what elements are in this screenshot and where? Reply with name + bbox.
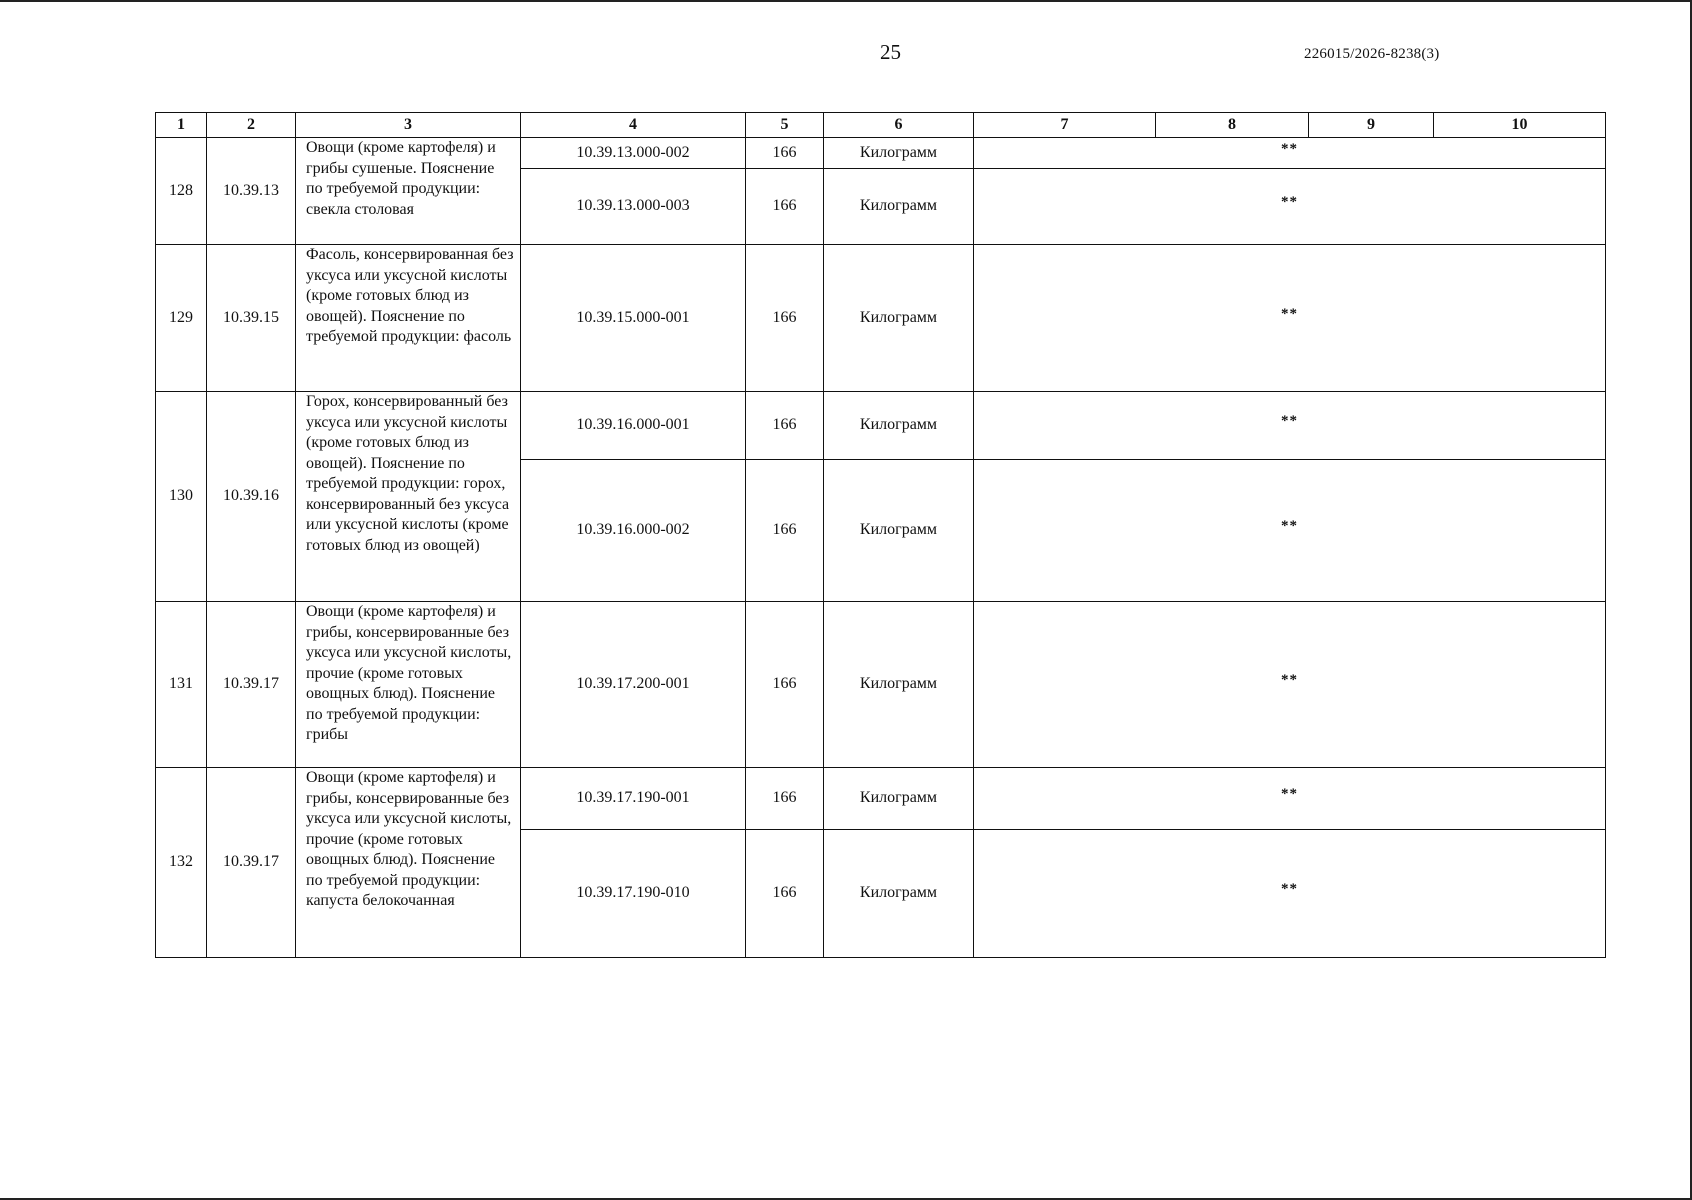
product-name: Овощи (кроме картофеля) и грибы сушеные. Пояснение по требуемой продукции: свекла столовая <box>296 138 521 245</box>
merged-cell <box>974 602 1606 768</box>
okei-code: 166 <box>746 138 824 169</box>
merged-cell <box>974 138 1606 169</box>
ktru-code: 10.39.16.000-002 <box>521 460 746 602</box>
asterisk-mark: ** <box>1281 194 1298 211</box>
column-header: 7 <box>974 113 1156 138</box>
asterisk-mark: ** <box>1281 413 1298 430</box>
column-header: 4 <box>521 113 746 138</box>
product-name: Фасоль, консервированная без уксуса или уксусной кислоты (кроме готовых блюд из овощей). Пояснение по требуемой продукции: фасоль <box>296 245 521 392</box>
row-number: 130 <box>156 392 207 602</box>
unit-name: Килограмм <box>824 602 974 768</box>
table-row <box>156 768 1606 830</box>
ktru-code: 10.39.17.190-010 <box>521 830 746 958</box>
merged-cell <box>974 830 1606 958</box>
merged-cell <box>974 392 1606 460</box>
unit-name: Килограмм <box>824 245 974 392</box>
page-number: 25 <box>880 40 901 64</box>
ktru-code: 10.39.17.190-001 <box>521 768 746 830</box>
merged-cell <box>974 768 1606 830</box>
okpd-code: 10.39.17 <box>207 602 296 768</box>
unit-name: Килограмм <box>824 768 974 830</box>
header-row <box>156 113 1606 138</box>
asterisk-mark: ** <box>1281 881 1298 898</box>
ktru-code: 10.39.13.000-003 <box>521 169 746 245</box>
table-row <box>156 602 1606 768</box>
table-row <box>156 392 1606 460</box>
ktru-code: 10.39.16.000-001 <box>521 392 746 460</box>
okpd-code: 10.39.13 <box>207 138 296 245</box>
ktru-code: 10.39.13.000-002 <box>521 138 746 169</box>
product-name: Овощи (кроме картофеля) и грибы, консервированные без уксуса или уксусной кислоты, прочие (кроме готовых овощных блюд). Пояснение по требуемой продукции: капуста белокочанная <box>296 768 521 958</box>
asterisk-mark: ** <box>1281 518 1298 535</box>
product-name: Овощи (кроме картофеля) и грибы, консервированные без уксуса или уксусной кислоты, прочие (кроме готовых овощных блюд). Пояснение по требуемой продукции: грибы <box>296 602 521 768</box>
merged-cell <box>974 245 1606 392</box>
ktru-code: 10.39.15.000-001 <box>521 245 746 392</box>
okei-code: 166 <box>746 602 824 768</box>
column-header: 1 <box>156 113 207 138</box>
column-header: 10 <box>1434 113 1606 138</box>
column-header: 2 <box>207 113 296 138</box>
column-header: 6 <box>824 113 974 138</box>
okei-code: 166 <box>746 460 824 602</box>
unit-name: Килограмм <box>824 830 974 958</box>
row-number: 129 <box>156 245 207 392</box>
table-row <box>156 138 1606 169</box>
column-header: 3 <box>296 113 521 138</box>
okei-code: 166 <box>746 392 824 460</box>
asterisk-mark: ** <box>1281 140 1298 157</box>
okpd-code: 10.39.16 <box>207 392 296 602</box>
row-number: 132 <box>156 768 207 958</box>
okpd-code: 10.39.17 <box>207 768 296 958</box>
row-number: 131 <box>156 602 207 768</box>
unit-name: Килограмм <box>824 169 974 245</box>
column-header: 9 <box>1309 113 1434 138</box>
unit-name: Килограмм <box>824 392 974 460</box>
column-header: 8 <box>1156 113 1309 138</box>
asterisk-mark: ** <box>1281 786 1298 803</box>
okpd-code: 10.39.15 <box>207 245 296 392</box>
data-table <box>155 112 1606 958</box>
merged-cell <box>974 460 1606 602</box>
okei-code: 166 <box>746 245 824 392</box>
unit-name: Килограмм <box>824 138 974 169</box>
table-row <box>156 245 1606 392</box>
okei-code: 166 <box>746 830 824 958</box>
okei-code: 166 <box>746 169 824 245</box>
ktru-code: 10.39.17.200-001 <box>521 602 746 768</box>
product-name: Горох, консервированный без уксуса или уксусной кислоты (кроме готовых блюд из овощей). Пояснение по требуемой продукции: горох, консервированный без уксуса или уксусной кислоты (кроме готовых блюд из овощей) <box>296 392 521 602</box>
okei-code: 166 <box>746 768 824 830</box>
asterisk-mark: ** <box>1281 672 1298 689</box>
merged-cell <box>974 169 1606 245</box>
document-code: 226015/2026-8238(3) <box>1304 46 1440 62</box>
column-header: 5 <box>746 113 824 138</box>
unit-name: Килограмм <box>824 460 974 602</box>
asterisk-mark: ** <box>1281 305 1298 322</box>
row-number: 128 <box>156 138 207 245</box>
